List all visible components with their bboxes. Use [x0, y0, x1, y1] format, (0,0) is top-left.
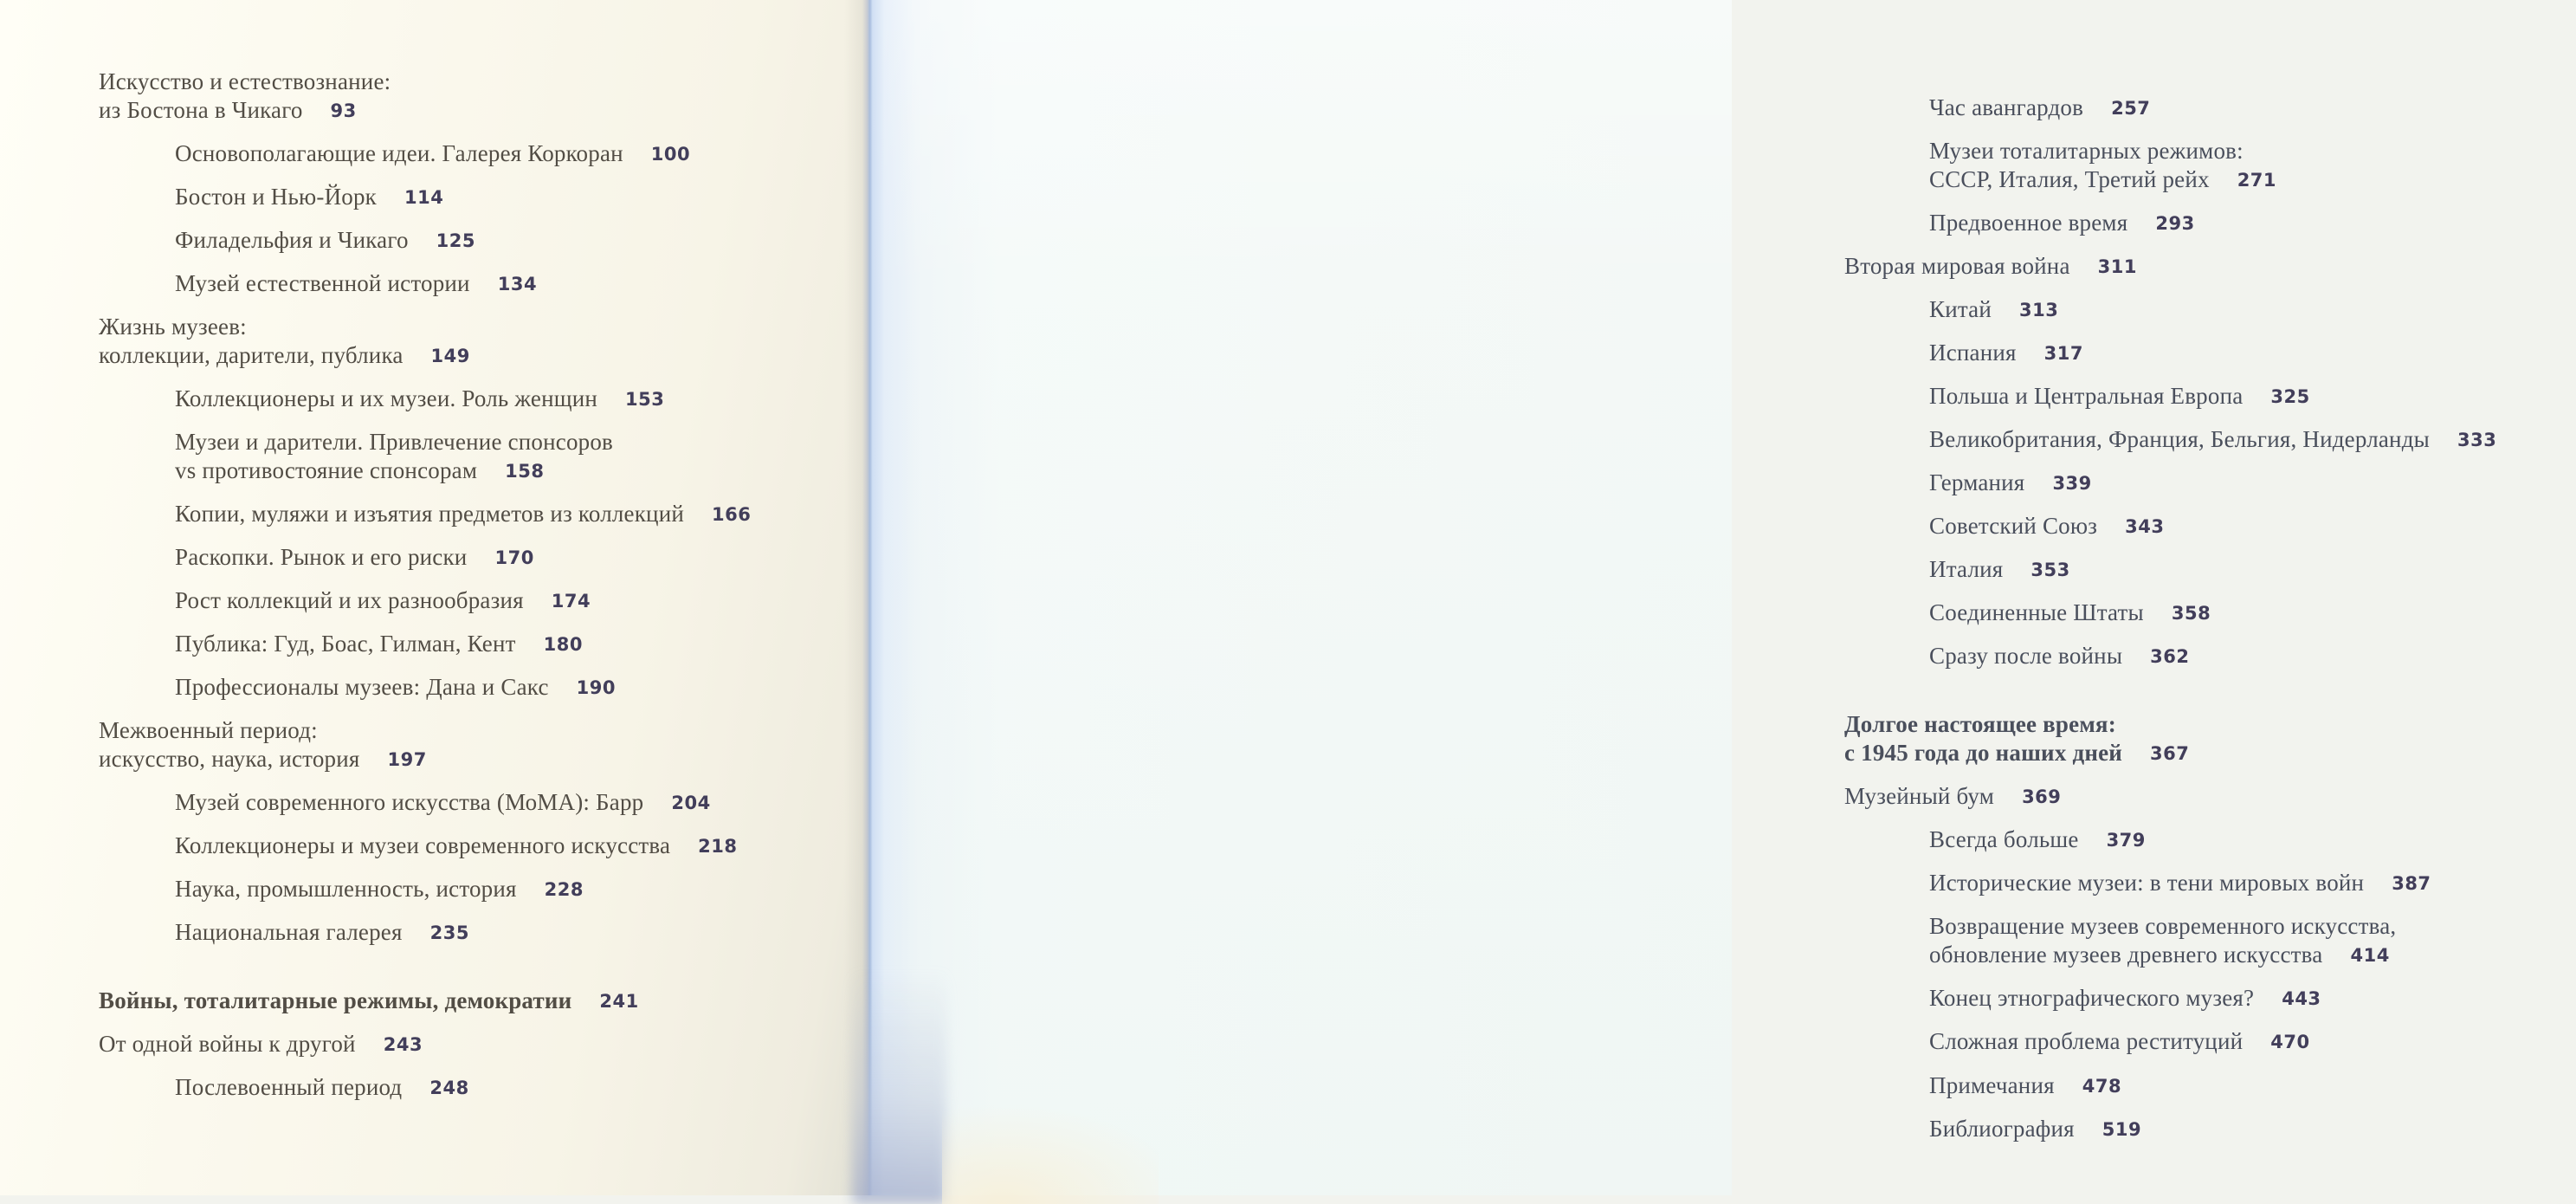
toc-entry-title: Раскопки. Рынок и его риски 170	[175, 544, 534, 570]
toc-entry-page-number: 519	[2101, 1119, 2142, 1140]
toc-entry	[99, 875, 826, 905]
toc-entry-title: Послевоенный период 248	[175, 1074, 469, 1100]
toc-entry-title: Италия 353	[1929, 556, 2070, 582]
toc-entry-page-number: 325	[2270, 386, 2310, 407]
toc-entry-page-number: 134	[497, 274, 538, 295]
toc-entry-page-number: 170	[494, 547, 534, 568]
toc-entry-page-number: 158	[505, 461, 545, 482]
left-toc-column	[99, 68, 826, 1117]
toc-entry	[1844, 984, 2576, 1014]
toc-entry-page-number: 313	[2019, 300, 2059, 320]
toc-entry	[99, 832, 826, 862]
toc-entry-title: Профессионалы музеев: Дана и Сакс 190	[175, 674, 616, 700]
toc-entry-page-number: 470	[2270, 1032, 2310, 1052]
toc-entry	[99, 987, 826, 1017]
toc-entry-page-number: 125	[436, 230, 475, 251]
toc-entry	[1844, 1115, 2576, 1145]
toc-entry-title: Коллекционеры и их музеи. Роль женщин 153	[175, 385, 665, 411]
toc-entry	[99, 716, 826, 775]
toc-entry-page-number: 248	[429, 1078, 469, 1098]
toc-entry	[1844, 252, 2576, 282]
toc-entry-title: Час авангардов 257	[1929, 94, 2151, 120]
toc-entry-title: Публика: Гуд, Боас, Гилман, Кент 180	[175, 631, 583, 657]
toc-entry	[99, 586, 826, 617]
toc-entry	[1844, 869, 2576, 899]
toc-entry	[99, 543, 826, 573]
toc-entry-page-number: 257	[2111, 98, 2151, 119]
toc-entry	[1844, 555, 2576, 586]
toc-entry-title: Музеи тоталитарных режимов: СССР, Италия, Третий рейх 271	[1929, 138, 2277, 192]
toc-entry-title: Германия 339	[1929, 469, 2092, 495]
right-page	[870, 0, 2497, 1195]
toc-entry	[1844, 825, 2576, 856]
toc-entry-page-number: 166	[712, 504, 752, 525]
toc-entry	[99, 183, 826, 213]
toc-entry-page-number: 317	[2043, 343, 2083, 364]
toc-entry	[99, 385, 826, 415]
toc-entry-title: Филадельфия и Чикаго 125	[175, 227, 475, 253]
toc-entry	[99, 68, 826, 126]
toc-entry-page-number: 180	[543, 634, 583, 655]
toc-entry-title: Исторические музеи: в тени мировых войн 387	[1929, 870, 2431, 896]
toc-entry-title: Соединенные Штаты 358	[1929, 599, 2211, 625]
toc-entry-title: Испания 317	[1929, 340, 2083, 366]
toc-entry-title: От одной войны к другой 243	[99, 1031, 423, 1057]
toc-entry-title: Музейный бум 369	[1844, 783, 2062, 809]
toc-entry	[1844, 425, 2576, 456]
toc-entry	[99, 313, 826, 372]
toc-entry-title: Жизнь музеев: коллекции, дарители, публика 149	[99, 314, 470, 368]
toc-entry-page-number: 241	[599, 991, 639, 1012]
toc-entry	[1844, 339, 2576, 369]
toc-entry	[99, 500, 826, 530]
toc-entry	[99, 428, 826, 487]
toc-entry-page-number: 190	[576, 677, 616, 698]
toc-entry-page-number: 93	[330, 100, 357, 121]
toc-entry-page-number: 218	[698, 836, 738, 857]
toc-entry-page-number: 228	[544, 879, 584, 900]
toc-entry-page-number: 153	[625, 389, 665, 410]
toc-entry-title: Сразу после войны 362	[1929, 643, 2190, 669]
toc-entry-page-number: 339	[2052, 473, 2092, 494]
toc-entry-title: Межвоенный период: искусство, наука, история 197	[99, 717, 427, 772]
toc-entry	[99, 788, 826, 819]
toc-entry-page-number: 204	[671, 793, 711, 813]
toc-entry-title: Национальная галерея 235	[175, 919, 469, 945]
left-page	[0, 0, 870, 1195]
toc-entry	[1844, 710, 2576, 769]
toc-entry-title: Советский Союз 343	[1929, 513, 2165, 539]
toc-entry	[99, 630, 826, 660]
toc-entry-page-number: 333	[2457, 430, 2497, 450]
toc-entry	[1844, 209, 2576, 239]
right-toc-column	[1844, 94, 2576, 1158]
toc-entry-title: Музей естественной истории 134	[175, 270, 538, 296]
toc-entry-title: Музеи и дарители. Привлечение спонсоров vs противостояние спонсорам 158	[175, 429, 613, 483]
toc-entry-title: Великобритания, Франция, Бельгия, Нидерланды 333	[1929, 426, 2497, 452]
toc-entry-title: Всегда больше 379	[1929, 826, 2146, 852]
toc-entry	[99, 918, 826, 948]
toc-entry-title: Примечания 478	[1929, 1072, 2122, 1098]
toc-entry-title: Конец этнографического музея? 443	[1929, 985, 2321, 1011]
toc-entry-page-number: 311	[2097, 256, 2137, 277]
toc-entry	[1844, 512, 2576, 542]
toc-entry	[99, 269, 826, 300]
toc-entry	[1844, 469, 2576, 499]
toc-entry	[1844, 1027, 2576, 1058]
toc-entry-page-number: 271	[2237, 170, 2277, 191]
toc-entry	[1844, 782, 2576, 812]
toc-entry-title: Сложная проблема реституций 470	[1929, 1028, 2310, 1054]
toc-entry-page-number: 100	[650, 144, 691, 165]
toc-entry-page-number: 358	[2171, 603, 2211, 624]
toc-entry-page-number: 353	[2030, 560, 2070, 580]
toc-entry-page-number: 149	[430, 346, 470, 366]
toc-entry	[99, 1073, 826, 1104]
toc-entry-title: Бостон и Нью-Йорк 114	[175, 184, 444, 210]
toc-entry	[99, 226, 826, 256]
toc-entry-page-number: 114	[404, 187, 444, 208]
toc-entry-title: Вторая мировая война 311	[1844, 253, 2137, 279]
toc-entry-page-number: 369	[2022, 786, 2062, 807]
toc-entry-page-number: 379	[2106, 830, 2146, 851]
toc-entry-page-number: 414	[2350, 945, 2390, 966]
toc-entry-page-number: 235	[429, 922, 469, 943]
toc-entry	[1844, 382, 2576, 412]
toc-entry-page-number: 197	[387, 749, 427, 770]
toc-entry-title: Долгое настоящее время: с 1945 года до наших дней 367	[1844, 711, 2190, 766]
toc-entry-title: Коллекционеры и музеи современного искусства 218	[175, 832, 738, 858]
toc-entry-title: Польша и Центральная Европа 325	[1929, 383, 2310, 409]
toc-entry	[1844, 642, 2576, 672]
toc-entry	[99, 139, 826, 170]
toc-entry-page-number: 343	[2125, 516, 2165, 537]
toc-entry-title: Предвоенное время 293	[1929, 210, 2195, 236]
toc-entry	[1844, 599, 2576, 629]
toc-entry-page-number: 387	[2392, 873, 2431, 894]
toc-entry-title: Копии, муляжи и изъятия предметов из коллекций 166	[175, 501, 752, 527]
toc-entry-page-number: 243	[383, 1034, 423, 1055]
toc-entry	[99, 1030, 826, 1060]
toc-entry-title: Искусство и естествознание: из Бостона в Чикаго 93	[99, 68, 391, 123]
toc-entry	[1844, 94, 2576, 124]
toc-entry-title: Наука, промышленность, история 228	[175, 876, 584, 902]
toc-entry-page-number: 478	[2082, 1076, 2122, 1097]
toc-entry	[1844, 137, 2576, 196]
toc-entry	[1844, 295, 2576, 326]
toc-entry-title: Библиография 519	[1929, 1116, 2142, 1142]
toc-entry-title: Рост коллекций и их разнообразия 174	[175, 587, 591, 613]
toc-entry-title: Китай 313	[1929, 296, 2059, 322]
toc-entry-page-number: 174	[551, 591, 591, 612]
toc-entry-page-number: 293	[2155, 213, 2195, 234]
toc-entry-title: Войны, тоталитарные режимы, демократии 241	[99, 987, 639, 1013]
toc-entry-page-number: 443	[2282, 988, 2321, 1009]
toc-entry-page-number: 362	[2150, 646, 2190, 667]
toc-entry	[1844, 912, 2576, 971]
toc-entry	[99, 673, 826, 703]
toc-entry-title: Возвращение музеев современного искусства, обновление музеев древнего искусства 414	[1929, 913, 2397, 968]
toc-entry-title: Музей современного искусства (МоМА): Барр 204	[175, 789, 711, 815]
toc-entry-title: Основополагающие идеи. Галерея Коркоран 100	[175, 140, 691, 166]
toc-entry-page-number: 367	[2150, 743, 2190, 764]
toc-entry	[1844, 1071, 2576, 1102]
